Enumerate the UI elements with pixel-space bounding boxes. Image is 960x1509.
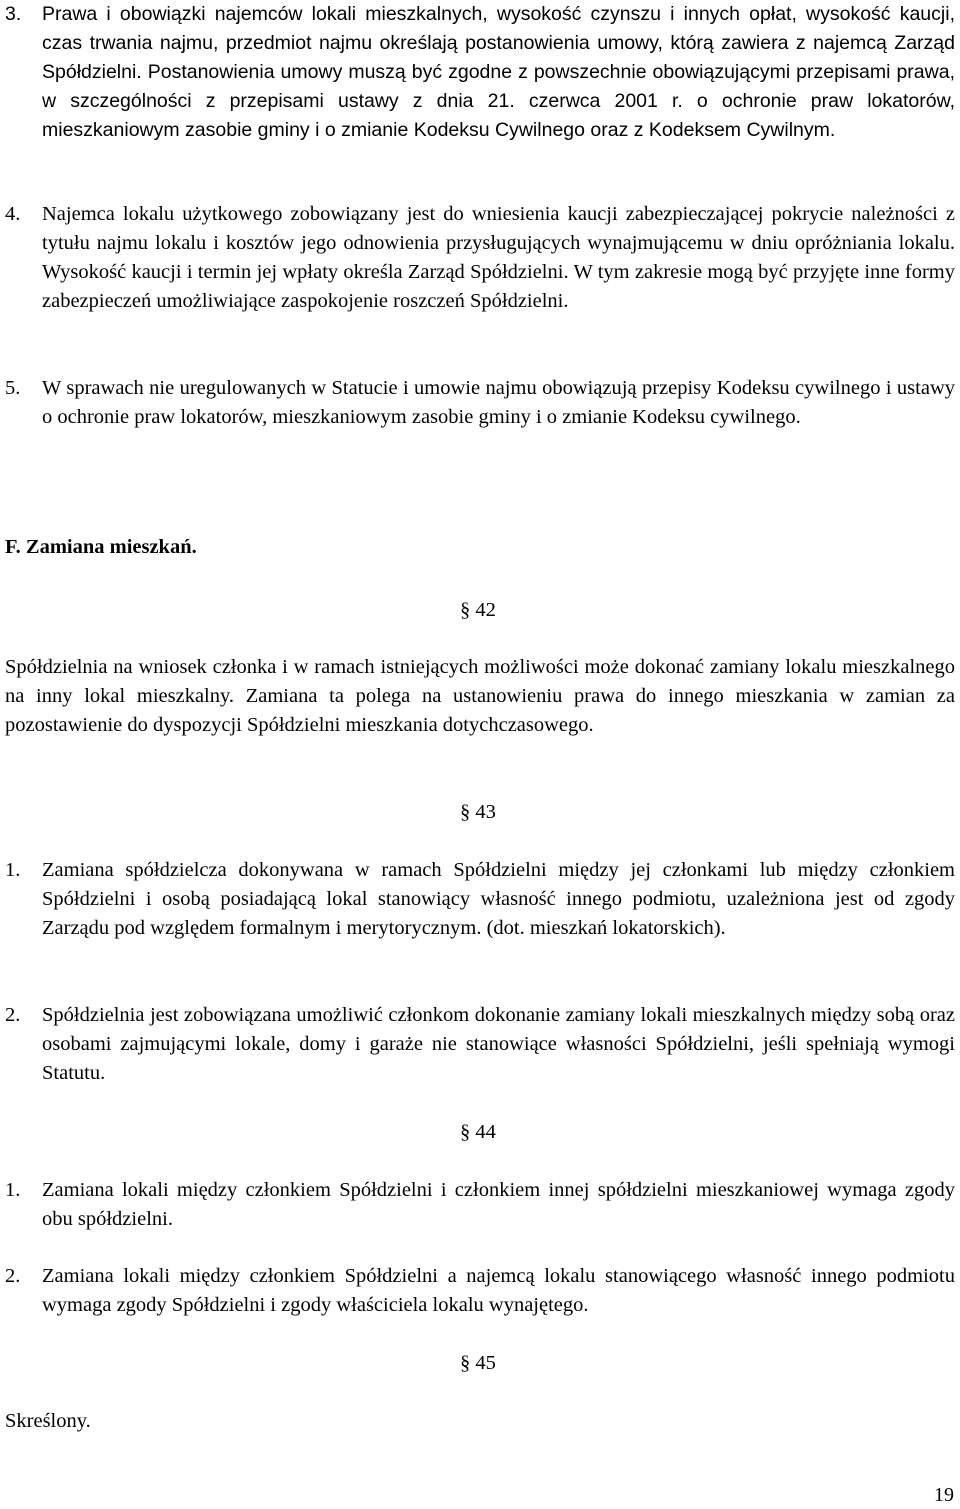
item-text: Najemca lokalu użytkowego zobowiązany jest do wniesienia kaucji zabezpieczającej pokrycie należności z tytułu najmu lokalu i kosztów jego odnowienia przysługujących wynajmującemu w dniu opróżniania lokalu. Wysokość kaucji i termin jej wpłaty określa Zarząd Spółdzielni. W tym zakresie mogą być przyjęte inne formy zabezpieczeń umożliwiające zaspokojenie roszczeń Spółdzielni. <box>42 203 955 312</box>
item-number: 3. <box>5 3 22 25</box>
list-item <box>5 856 955 943</box>
section-title-44: § 44 <box>460 1121 496 1143</box>
item-number: 1. <box>5 859 21 881</box>
list-item <box>5 200 955 316</box>
page-number: 19 <box>934 1484 954 1506</box>
list-item <box>5 1001 955 1088</box>
list-item <box>5 374 955 432</box>
section-title-42: § 42 <box>460 599 496 621</box>
item-text: Spółdzielnia jest zobowiązana umożliwić członkom dokonanie zamiany lokali mieszkalnych między sobą oraz osobami zajmującymi lokale, domy i garaże nie stanowiące własności Spółdzielni, jeśli spełniają wymogi Statutu. <box>42 1004 955 1084</box>
list-item <box>5 0 955 145</box>
item-number: 1. <box>5 1179 21 1201</box>
item-number: 5. <box>5 377 21 399</box>
section-heading: F. Zamiana mieszkań. <box>5 536 197 558</box>
list-item <box>5 1176 955 1234</box>
section-42-text: Spółdzielnia na wniosek członka i w ramach istniejących możliwości może dokonać zamiany lokalu mieszkalnego na inny lokal mieszkalny. Zamiana ta polega na ustanowieniu prawa do innego mieszkania w zamian za pozostawienie do dyspozycji Spółdzielni mieszkania dotychczasowego. <box>5 656 955 736</box>
item-text: Zamiana lokali między członkiem Spółdzielni a najemcą lokalu stanowiącego własność innego podmiotu wymaga zgody Spółdzielni i zgody właściciela lokalu wynajętego. <box>42 1265 955 1316</box>
list-item <box>5 1262 955 1320</box>
section-45-text: Skreślony. <box>5 1410 91 1432</box>
item-text: Zamiana spółdzielcza dokonywana w ramach Spółdzielni między jej członkami lub między członkiem Spółdzielni i osobą posiadającą lokal stanowiący własność innego podmiotu, uzależniona jest od zgody Zarządu pod względem formalnym i merytorycznym. (dot. mieszkań lokatorskich). <box>42 859 955 939</box>
item-text: Zamiana lokali między członkiem Spółdzielni i członkiem innej spółdzielni mieszkaniowej wymaga zgody obu spółdzielni. <box>42 1179 955 1230</box>
section-title-45: § 45 <box>460 1352 496 1374</box>
item-text: Prawa i obowiązki najemców lokali mieszkalnych, wysokość czynszu i innych opłat, wysokość kaucji, czas trwania najmu, przedmiot najmu określają postanowienia umowy, którą zawiera z najemcą Zarząd Spółdzielni. Postanowienia umowy muszą być zgodne z powszechnie obowiązującymi przepisami prawa, w szczególności z przepisami ustawy z dnia 21. czerwca 2001 r. o ochronie praw lokatorów, mieszkaniowym zasobie gminy i o zmianie Kodeksu Cywilnego oraz z Kodeksem Cywilnym. <box>42 3 955 141</box>
section-title-43: § 43 <box>460 801 496 823</box>
item-number: 2. <box>5 1004 21 1026</box>
item-number: 2. <box>5 1265 21 1287</box>
item-text: W sprawach nie uregulowanych w Statucie i umowie najmu obowiązują przepisy Kodeksu cywilnego i ustawy o ochronie praw lokatorów, mieszkaniowym zasobie gminy i o zmianie Kodeksu cywilnego. <box>42 377 955 428</box>
item-number: 4. <box>5 203 21 225</box>
